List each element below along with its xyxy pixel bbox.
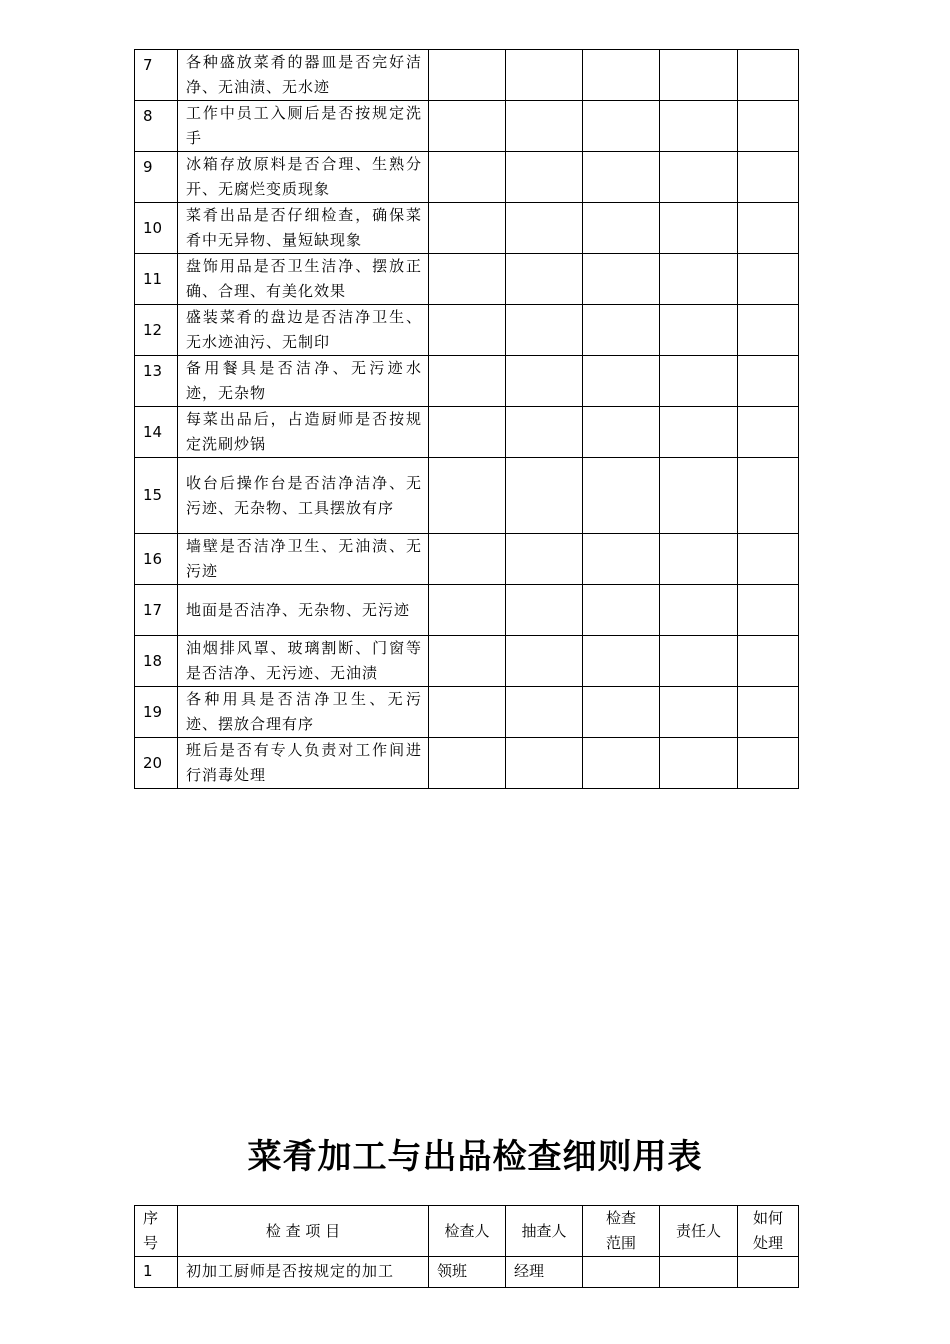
check-item: 初加工厨师是否按规定的加工 xyxy=(178,1257,429,1288)
handling-cell xyxy=(738,203,799,254)
inspector-cell xyxy=(429,738,506,789)
scope-cell xyxy=(583,50,660,101)
handling-cell xyxy=(738,738,799,789)
inspector-cell: 领班 xyxy=(429,1257,506,1288)
table-row xyxy=(135,356,799,407)
scope-cell xyxy=(583,1257,660,1288)
row-number: 17 xyxy=(135,585,178,636)
check-item: 工作中员工入厕后是否按规定洗手 xyxy=(178,101,429,152)
handling-cell xyxy=(738,305,799,356)
responsible-cell xyxy=(660,152,738,203)
inspection-table xyxy=(134,1205,799,1288)
inspector-cell xyxy=(429,50,506,101)
table-row xyxy=(135,534,799,585)
check-item: 墙壁是否洁净卫生、无油渍、无污迹 xyxy=(178,534,429,585)
handling-cell xyxy=(738,687,799,738)
handling-cell xyxy=(738,636,799,687)
scope-cell xyxy=(583,203,660,254)
spot-checker-cell xyxy=(506,738,583,789)
table-row xyxy=(135,254,799,305)
handling-cell xyxy=(738,101,799,152)
inspection-table-body xyxy=(135,50,799,789)
row-number: 12 xyxy=(135,305,178,356)
check-item: 地面是否洁净、无杂物、无污迹 xyxy=(178,585,429,636)
responsible-cell xyxy=(660,738,738,789)
inspector-cell xyxy=(429,458,506,534)
page-title: 菜肴加工与出品检查细则用表 xyxy=(247,1137,703,1177)
spot-checker-cell: 经理 xyxy=(506,1257,583,1288)
scope-cell xyxy=(583,101,660,152)
check-item: 各种盛放菜肴的器皿是否完好洁净、无油渍、无水迹 xyxy=(178,50,429,101)
table-row xyxy=(135,203,799,254)
spot-checker-cell xyxy=(506,534,583,585)
header-item: 检 查 项 目 xyxy=(178,1206,429,1257)
responsible-cell xyxy=(660,203,738,254)
table-header-row xyxy=(135,1206,799,1257)
table-row xyxy=(135,1257,799,1288)
spot-checker-cell xyxy=(506,687,583,738)
spot-checker-cell xyxy=(506,356,583,407)
inspector-cell xyxy=(429,534,506,585)
table-row xyxy=(135,458,799,534)
scope-cell xyxy=(583,687,660,738)
inspector-cell xyxy=(429,203,506,254)
responsible-cell xyxy=(660,356,738,407)
table-row xyxy=(135,738,799,789)
row-number: 8 xyxy=(135,101,178,152)
table-row xyxy=(135,101,799,152)
scope-cell xyxy=(583,305,660,356)
scope-cell xyxy=(583,254,660,305)
row-number: 19 xyxy=(135,687,178,738)
table-row xyxy=(135,305,799,356)
spot-checker-cell xyxy=(506,203,583,254)
inspector-cell xyxy=(429,585,506,636)
responsible-cell xyxy=(660,534,738,585)
header-responsible: 责任人 xyxy=(660,1206,738,1257)
scope-cell xyxy=(583,356,660,407)
handling-cell xyxy=(738,152,799,203)
table-row xyxy=(135,687,799,738)
spot-checker-cell xyxy=(506,101,583,152)
spot-checker-cell xyxy=(506,636,583,687)
scope-cell xyxy=(583,585,660,636)
responsible-cell xyxy=(660,585,738,636)
table-row xyxy=(135,407,799,458)
check-item: 盛装菜肴的盘边是否洁净卫生、无水迹油污、无制印 xyxy=(178,305,429,356)
scope-cell xyxy=(583,738,660,789)
table-row xyxy=(135,50,799,101)
table-row xyxy=(135,152,799,203)
inspector-cell xyxy=(429,305,506,356)
spot-checker-cell xyxy=(506,152,583,203)
row-number: 1 xyxy=(135,1257,178,1288)
responsible-cell xyxy=(660,1257,738,1288)
check-item: 备用餐具是否洁净、无污迹水迹，无杂物 xyxy=(178,356,429,407)
check-item: 班后是否有专人负责对工作间进行消毒处理 xyxy=(178,738,429,789)
responsible-cell xyxy=(660,407,738,458)
inspector-cell xyxy=(429,356,506,407)
spot-checker-cell xyxy=(506,407,583,458)
scope-cell xyxy=(583,407,660,458)
check-item: 菜肴出品是否仔细检查，确保菜肴中无异物、量短缺现象 xyxy=(178,203,429,254)
row-number: 11 xyxy=(135,254,178,305)
handling-cell xyxy=(738,458,799,534)
check-item: 各种用具是否洁净卫生、无污迹、摆放合理有序 xyxy=(178,687,429,738)
header-handling: 如何处理 xyxy=(738,1206,799,1257)
spot-checker-cell xyxy=(506,50,583,101)
handling-cell xyxy=(738,1257,799,1288)
row-number: 20 xyxy=(135,738,178,789)
header-spot-checker: 抽查人 xyxy=(506,1206,583,1257)
inspector-cell xyxy=(429,152,506,203)
spot-checker-cell xyxy=(506,305,583,356)
row-number: 14 xyxy=(135,407,178,458)
scope-cell xyxy=(583,458,660,534)
row-number: 10 xyxy=(135,203,178,254)
scope-cell xyxy=(583,636,660,687)
row-number: 7 xyxy=(135,50,178,101)
inspector-cell xyxy=(429,254,506,305)
scope-cell xyxy=(583,534,660,585)
row-number: 13 xyxy=(135,356,178,407)
inspector-cell xyxy=(429,407,506,458)
responsible-cell xyxy=(660,687,738,738)
spot-checker-cell xyxy=(506,458,583,534)
inspector-cell xyxy=(429,101,506,152)
table-row xyxy=(135,636,799,687)
header-no: 序号 xyxy=(135,1206,178,1257)
row-number: 15 xyxy=(135,458,178,534)
check-item: 收台后操作台是否洁净洁净、无污迹、无杂物、工具摆放有序 xyxy=(178,458,429,534)
handling-cell xyxy=(738,254,799,305)
row-number: 16 xyxy=(135,534,178,585)
row-number: 9 xyxy=(135,152,178,203)
check-item: 冰箱存放原料是否合理、生熟分开、无腐烂变质现象 xyxy=(178,152,429,203)
responsible-cell xyxy=(660,101,738,152)
handling-cell xyxy=(738,356,799,407)
responsible-cell xyxy=(660,254,738,305)
handling-cell xyxy=(738,407,799,458)
handling-cell xyxy=(738,585,799,636)
header-scope: 检查范围 xyxy=(583,1206,660,1257)
handling-cell xyxy=(738,534,799,585)
spot-checker-cell xyxy=(506,254,583,305)
responsible-cell xyxy=(660,636,738,687)
check-item: 盘饰用品是否卫生洁净、摆放正确、合理、有美化效果 xyxy=(178,254,429,305)
responsible-cell xyxy=(660,458,738,534)
check-item: 每菜出品后，占造厨师是否按规定洗刷炒锅 xyxy=(178,407,429,458)
row-number: 18 xyxy=(135,636,178,687)
table-row xyxy=(135,585,799,636)
spot-checker-cell xyxy=(506,585,583,636)
inspection-table-body xyxy=(135,1257,799,1288)
scope-cell xyxy=(583,152,660,203)
responsible-cell xyxy=(660,305,738,356)
handling-cell xyxy=(738,50,799,101)
inspector-cell xyxy=(429,687,506,738)
inspector-cell xyxy=(429,636,506,687)
check-item: 油烟排风罩、玻璃割断、门窗等是否洁净、无污迹、无油渍 xyxy=(178,636,429,687)
header-inspector: 检查人 xyxy=(429,1206,506,1257)
responsible-cell xyxy=(660,50,738,101)
inspection-table-continued xyxy=(134,49,799,789)
